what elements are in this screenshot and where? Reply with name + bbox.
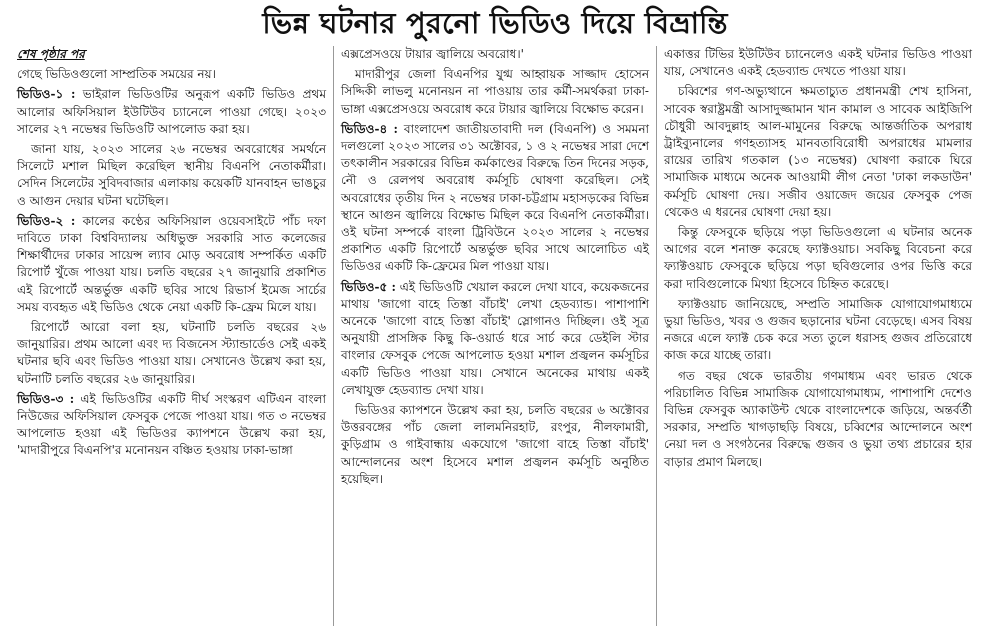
- paragraph: ভিডিওর ক্যাপশনে উল্লেখ করা হয়, চলতি বছরের ৬ অক্টোবর উত্তরবঙ্গের পাঁচ জেলা লালমনিরহাট, রংপুর, নীলফামারী, কুড়িগ্রাম ও গাইবান্ধায় একযোগে 'জাগো বাহে তিস্তা বাঁচাই' আন্দোলনের অংশ হিসেবে মশাল প্রজ্বলন কর্মসূচি অনুষ্ঠিত হয়েছিল।: [341, 403, 649, 486]
- paragraph: রিপোর্টে আরো বলা হয়, ঘটনাটি চলতি বছরের ২৬ জানুয়ারির। প্রথম আলো এবং দ্য বিজনেস স্ট্যান্ডার্ডেও সেই একই ঘটনার ছবি এবং ভিডিও পাওয়া যায়। সেখানেও উল্লেখ করা হয়, ঘটনাটি চলতি বছরের ২৬ জানুয়ারির।: [17, 320, 326, 386]
- paragraph-text: এই ভিডিওটির একটি দীর্ঘ সংস্করণ এটিএন বাংলা নিউজের অফিসিয়াল ফেসবুক পেজে পাওয়া যায়। গত ৩ নভেম্বর আপলোড হওয়া এই ভিডিওর ক্যাপশনে উল্লেখ করা হয়, 'মাদারীপুরে বিএনপি'র মনোনয়ন বঞ্চিত হওয়ায় ঢাকা-ভাঙ্গা: [17, 391, 326, 458]
- headline: ভিন্ন ঘটনার পুরনো ভিডিও দিয়ে বিভ্রান্তি: [262, 6, 728, 40]
- video-label: ভিডিও-৫ :: [341, 279, 396, 294]
- video-label: ভিডিও-৩ :: [17, 391, 75, 406]
- paragraph: জানা যায়, ২০২৩ সালের ২৬ নভেম্বর অবরোধের সমর্থনে সিলেটে মশাল মিছিল করেছিল স্থানীয় বিএনপি নেতাকর্মীরা। সেদিন সিলেটের সুবিদবাজার এলাকায় কয়েকটি যানবাহন ভাঙচুর ও আগুন দেয়ার ঘটনা ঘটেছিল।: [17, 142, 326, 208]
- column-1: [10, 46, 333, 626]
- article-columns: [10, 46, 980, 626]
- video-label: ভিডিও-৪ :: [341, 121, 398, 136]
- paragraph: [341, 121, 649, 276]
- video-label: ভিডিও-২ :: [17, 213, 76, 228]
- column-2: [333, 46, 656, 626]
- paragraph: ফ্যাক্টওয়াচ জানিয়েছে, সম্প্রতি সামাজিক যোগাযোগমাধ্যমে ভুয়া ভিডিও, খবর ও গুজব ছড়ানোর ঘটনা বেড়েছে। এসব বিষয় নজরে এলে ফ্যাক্ট চেক করে সত্য তুলে ধরাসহ গুজব প্রতিরোধে কাজ করে যাচ্ছে তারা।: [664, 296, 972, 363]
- paragraph-text: বাংলাদেশ জাতীয়তাবাদী দল (বিএনপি) ও সমমনা দলগুলো ২০২৩ সালের ৩১ অক্টোবর, ১ ও ২ নভেম্বর সারা দেশে তৎকালীন সরকারের বিভিন্ন কর্মকাণ্ডের বিরুদ্ধে তিন দিনের সড়ক, নৌ ও রেলপথ অবরোধ কর্মসূচি ঘোষণা করেছিল। সেই অবরোধের তৃতীয় দিন ২ নভেম্বর ঢাকা-চট্টগ্রাম মহাসড়কের বিভিন্ন স্থানে আগুন জ্বালিয়ে বিক্ষোভ মিছিল করে বিএনপি নেতাকর্মীরা। ওই ঘটনা সম্পর্কে বাংলা ট্রিবিউনে ২০২৩ সালের ২ নভেম্বর প্রকাশিত একটি রিপোর্টে অন্তর্ভুক্ত ছবির সাথে আলোচিত এই ভিডিওর একটি কি-ফ্রেমের মিল পাওয়া যায়।: [341, 121, 649, 274]
- paragraph: এক্সপ্রেসওয়ে টায়ার জ্বালিয়ে অবরোধ।': [341, 47, 524, 61]
- paragraph: একাত্তর টিভির ইউটিউব চ্যানেলেও একই ঘটনার ভিডিও পাওয়া যায়, সেখানেও একই হেডব্যান্ড দেখতে পাওয়া যায়।: [664, 47, 972, 79]
- paragraph: [17, 391, 326, 460]
- kicker: শেষ পৃষ্ঠার পর: [17, 47, 85, 61]
- column-3: [656, 46, 979, 626]
- paragraph: গেছে ভিডিওগুলো সাম্প্রতিক সময়ের নয়।: [17, 67, 216, 82]
- paragraph: [341, 279, 649, 399]
- video-label: ভিডিও-১ :: [17, 87, 76, 102]
- paragraph: চব্বিশের গণ-অভ্যুত্থানে ক্ষমতাচ্যুত প্রধানমন্ত্রী শেখ হাসিনা, সাবেক স্বরাষ্ট্রমন্ত্রী আসাদুজ্জামান খান কামাল ও সাবেক আইজিপি চৌধুরী আবদুল্লাহ আল-মামুনের বিরুদ্ধে আন্তর্জাতিক অপরাধ ট্রাইব্যুনালের গণহত্যাসহ মানবতাবিরোধী অপরাধের মামলার রায়ের তারিখ গতকাল (১৩ নভেম্বর) ঘোষণা করাকে ঘিরে সামাজিক মাধ্যমে অনেক আওয়ামী লীগ নেতা 'ঢাকা লকডাউন' কর্মসূচি ঘোষণা দেয়। সজীব ওয়াজেদ জয়ের ফেসবুক পেজ থেকেও এ ধরনের ঘোষণা দেয়া হয়।: [664, 84, 972, 219]
- paragraph-text: ভাইরাল ভিডিওটির অনুরূপ একটি ভিডিও প্রথম আলোর অফিসিয়াল ইউটিউব চ্যানেলে পাওয়া গেছে। ২০২৩ সালের ২৭ নভেম্বর ভিডিওটি আপলোড করা হয়।: [17, 87, 326, 136]
- paragraph: [17, 86, 326, 138]
- paragraph: [17, 213, 326, 316]
- paragraph-text: কালের কণ্ঠের অফিসিয়াল ওয়েবসাইটে পাঁচ দফা দাবিতে ঢাকা বিশ্ববিদ্যালয় অধিভুক্ত সরকারি সাত কলেজের শিক্ষার্থীদের ঢাকার সায়েন্স ল্যাব মোড় অবরোধ সম্পর্কিত একটি রিপোর্ট খুঁজে পাওয়া যায়। চলতি বছরের ২৭ জানুয়ারি প্রকাশিত এই রিপোর্টে অন্তর্ভুক্ত একটি ছবির সাথে রিভার্স ইমেজ সার্চের সময় ব্যবহৃত এই ভিডিও থেকে নেয়া একটি কি-ফ্রেম মিলে যায়।: [17, 213, 326, 314]
- paragraph: মাদারীপুর জেলা বিএনপির যুগ্ম আহ্বায়ক সাজ্জাদ হোসেন সিদ্দিকী লাভলু মনোনয়ন না পাওয়ায় তার কর্মী-সমর্থকরা ঢাকা-ভাঙ্গা এক্সপ্রেসওয়ে অবরোধ করে টায়ার জ্বালিয়ে বিক্ষোভ করেন।: [341, 67, 649, 116]
- continued-from-kicker: [17, 46, 326, 63]
- paragraph: গত বছর থেকে ভারতীয় গণমাধ্যম এবং ভারত থেকে পরিচালিত বিভিন্ন সামাজিক যোগাযোগমাধ্যম, পাশাপাশি দেশেও বিভিন্ন ফেসবুক অ্যাকাউন্ট থেকে বাংলাদেশকে জড়িয়ে, অন্তর্বর্তী সরকার, সম্প্রতি খাগড়াছড়ি বিষয়ে, চব্বিশের আন্দোলনে অংশ নেয়া দল ও সংগঠনের বিরুদ্ধে গুজব ও ভুয়া তথ্য প্রচারের হার বাড়ার প্রমাণ মিলছে।: [664, 368, 972, 469]
- paragraph-text: এই ভিডিওটি খেয়াল করলে দেখা যাবে, কয়েকজনের মাথায় 'জাগো বাহে তিস্তা বাঁচাই' লেখা হেডব্যান্ড। পাশাপাশি অনেকে 'জাগো বাহে তিস্তা বাঁচাই' স্লোগানও দিচ্ছিল। ওই সূত্র অনুযায়ী প্রাসঙ্গিক কিছু কি-ওয়ার্ড ধরে সার্চ করে ডেইলি স্টার বাংলার ফেসবুক পেজে আপলোড হওয়া মশাল প্রজ্বলন কর্মসূচির একটি ভিডিও পাওয়া যায়। সেখানে অনেকের মাথায় একই লেখাযুক্ত হেডব্যান্ড দেখা যায়।: [341, 279, 649, 397]
- paragraph: কিন্তু ফেসবুকে ছড়িয়ে পড়া ভিডিওগুলো এ ঘটনার অনেক আগের বলে শনাক্ত করেছে ফ্যাক্টওয়াচ। সবকিছু বিবেচনা করে ফ্যাক্টওয়াচ ফেসবুকে ছড়িয়ে পড়া ছবিগুলোর ওপর ভিত্তি করে করা দাবিগুলোকে মিথ্যা হিসেবে চিহ্নিত করেছে।: [664, 225, 972, 291]
